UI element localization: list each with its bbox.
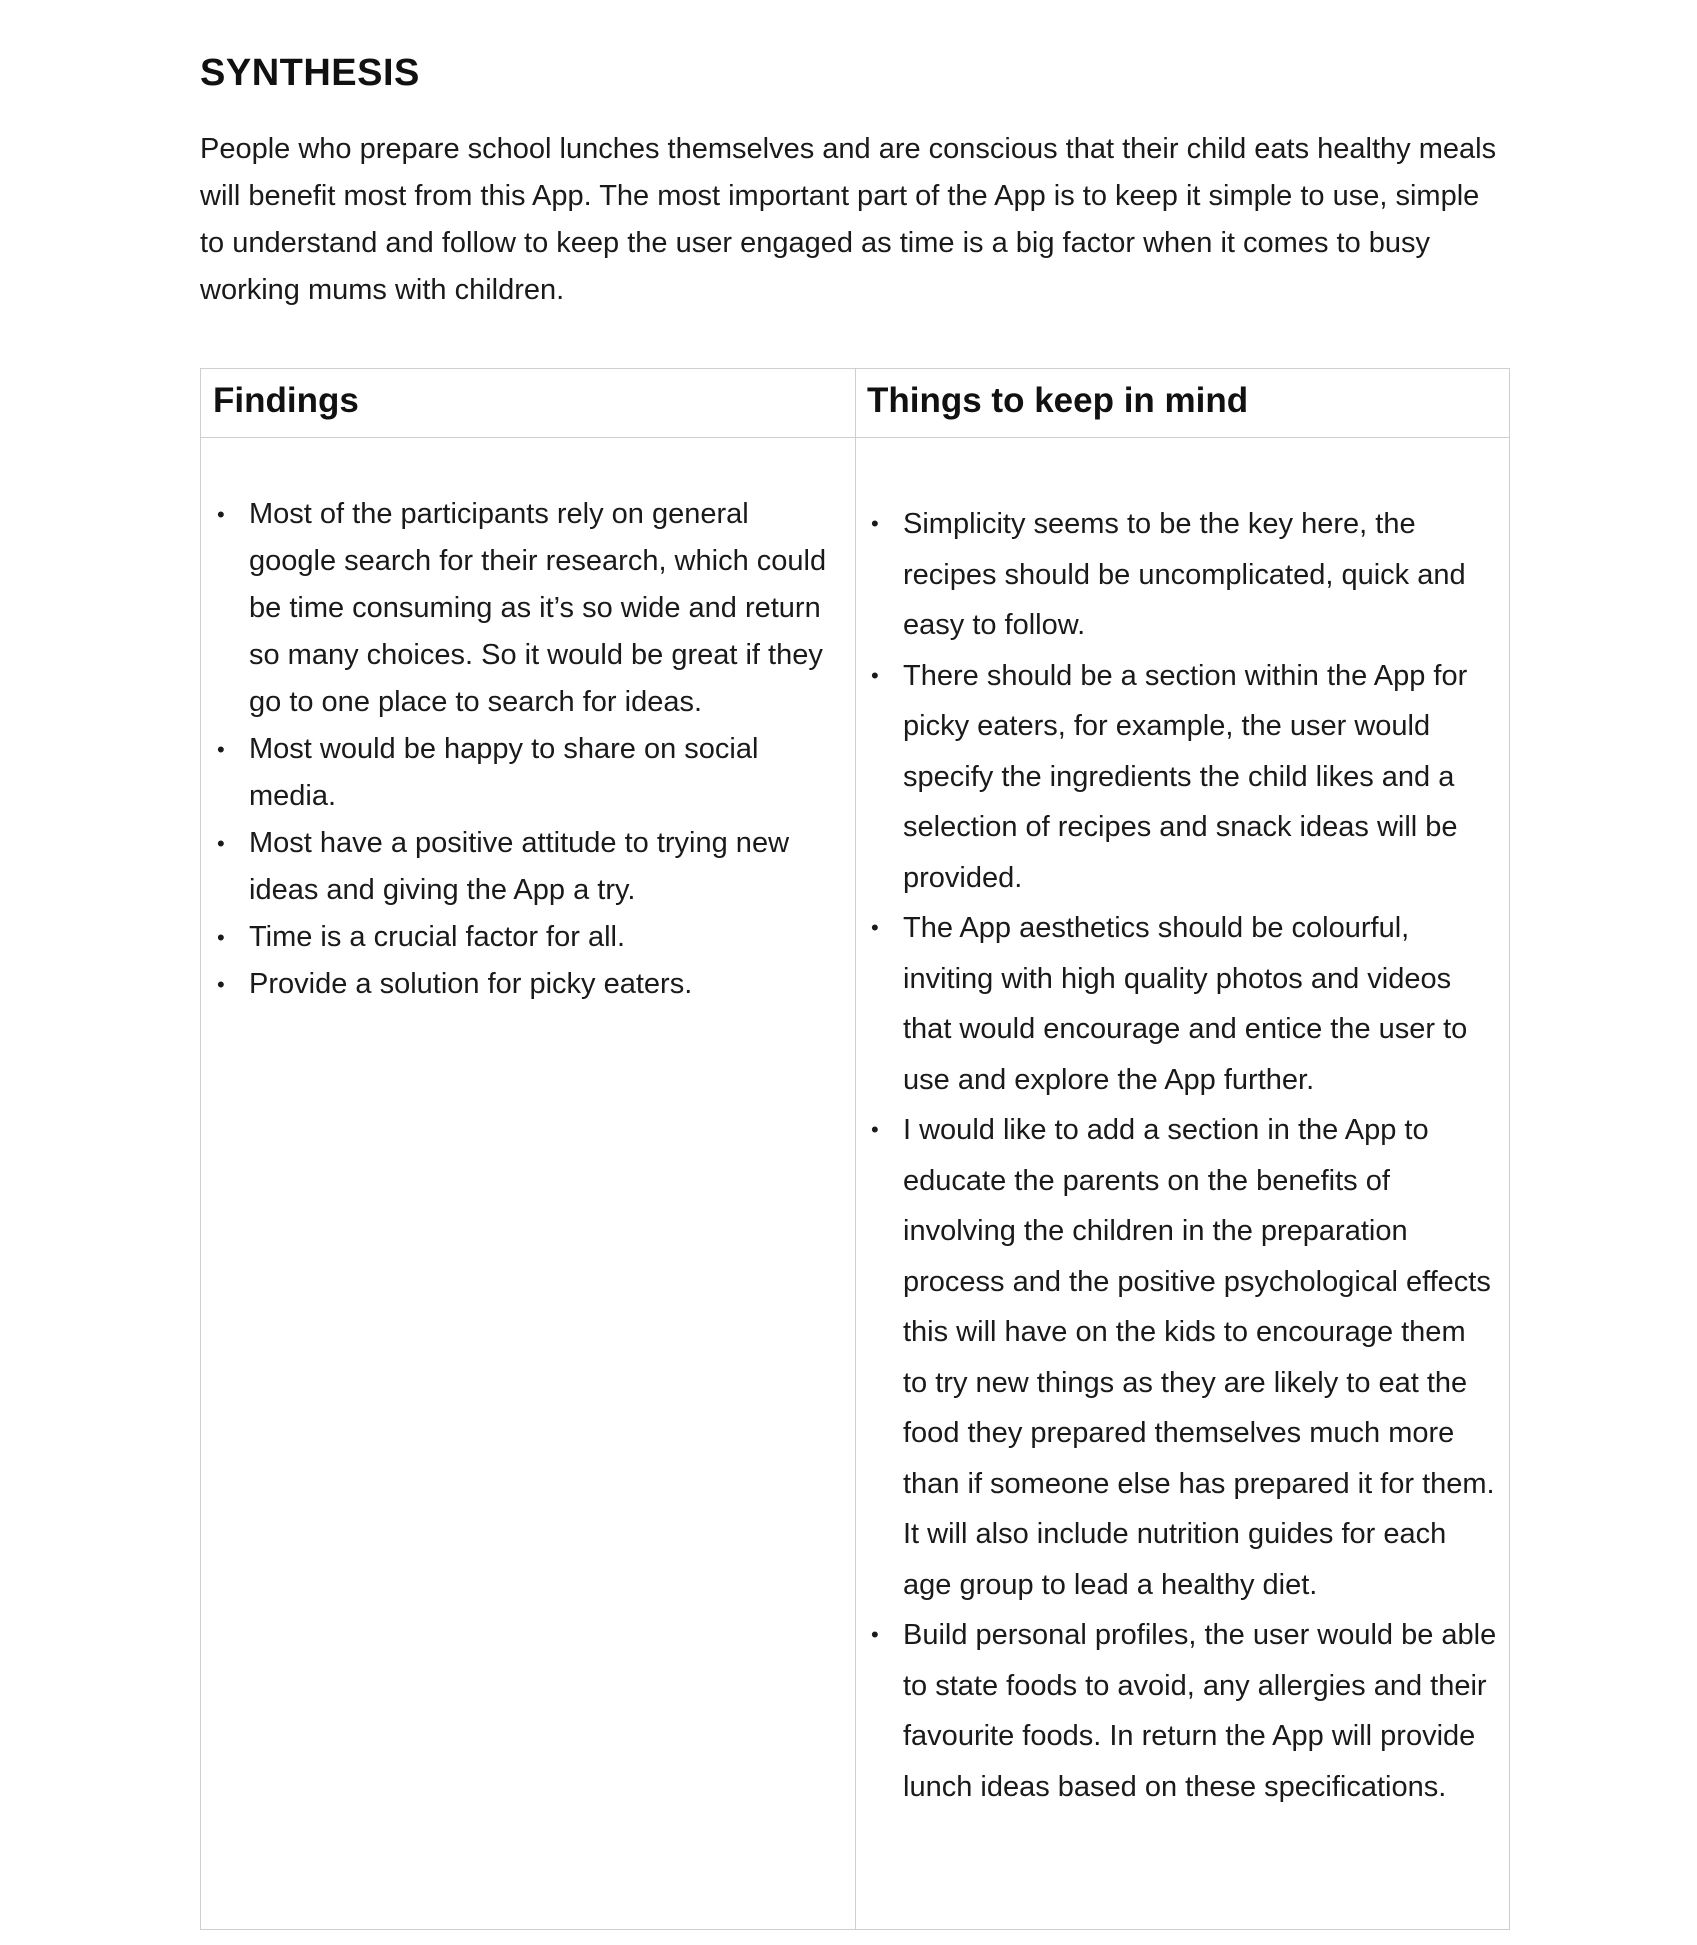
finding-text: Provide a solution for picky eaters.	[249, 968, 693, 1000]
findings-list	[213, 491, 843, 1008]
list-item	[213, 820, 843, 914]
column-divider	[855, 369, 856, 1929]
keep-in-mind-header: Things to keep in mind	[867, 381, 1249, 420]
keep-in-mind-text: Build personal profiles, the user would be able to state foods to avoid, any allergies and their favourite foods. In return the App will provide lunch ideas based on these specifications.	[903, 1619, 1497, 1803]
finding-text: Most would be happy to share on social media.	[249, 733, 759, 812]
list-item	[213, 726, 843, 820]
finding-text: Most have a positive attitude to trying new ideas and giving the App a try.	[249, 827, 790, 906]
list-item	[213, 961, 843, 1008]
intro-paragraph: People who prepare school lunches themselves and are conscious that their child eats healthy meals will benefit most from this App. The most important part of the App is to keep it simple to use, simple to understand and follow to keep the user engaged as time is a big factor when it comes to busy working mums with children.	[200, 133, 1497, 306]
keep-in-mind-text: The App aesthetics should be colourful, inviting with high quality photos and videos that would encourage and entice the user to use and explore the App further.	[903, 912, 1468, 1096]
bullet-icon: •	[217, 972, 225, 997]
header-divider	[201, 437, 1509, 438]
bullet-icon: •	[871, 1117, 879, 1142]
bullet-icon: •	[871, 662, 879, 688]
bullet-icon: •	[217, 925, 225, 950]
bullet-icon: •	[217, 831, 225, 856]
bullet-icon: •	[871, 1622, 879, 1647]
keep-in-mind-text: I would like to add a section in the App to educate the parents on the benefits of involving the children in the preparation process and the positive psychological effects this will have on the kids to encourage them to try new things as they are likely to eat the food they prepared themselves much more than if someone else has prepared it for them. It will also include nutrition guides for each age group to lead a healthy diet.	[903, 1114, 1495, 1601]
list-item	[867, 903, 1497, 1105]
keep-in-mind-list	[867, 499, 1497, 1812]
list-item	[867, 651, 1497, 904]
keep-in-mind-text: There should be a section within the App for picky eaters, for example, the user would specify the ingredients the child likes and a selection of recipes and snack ideas will be provided.	[903, 659, 1468, 894]
synthesis-table	[200, 368, 1510, 1930]
bullet-icon: •	[217, 737, 225, 762]
keep-in-mind-text: Simplicity seems to be the key here, the recipes should be uncomplicated, quick and easy to follow.	[903, 508, 1466, 641]
page-title: SYNTHESIS	[200, 52, 420, 94]
bullet-icon: •	[871, 915, 879, 940]
finding-text: Time is a crucial factor for all.	[249, 921, 626, 953]
findings-header: Findings	[213, 381, 359, 420]
list-item	[213, 491, 843, 726]
list-item	[213, 914, 843, 961]
list-item	[867, 1610, 1497, 1812]
bullet-icon: •	[871, 511, 879, 536]
list-item	[867, 1105, 1497, 1610]
finding-text: Most of the participants rely on general google search for their research, which could be time consuming as it’s so wide and return so many choices. So it would be great if they go to one place to search for ideas.	[249, 498, 827, 718]
bullet-icon: •	[217, 502, 225, 527]
list-item	[867, 499, 1497, 651]
